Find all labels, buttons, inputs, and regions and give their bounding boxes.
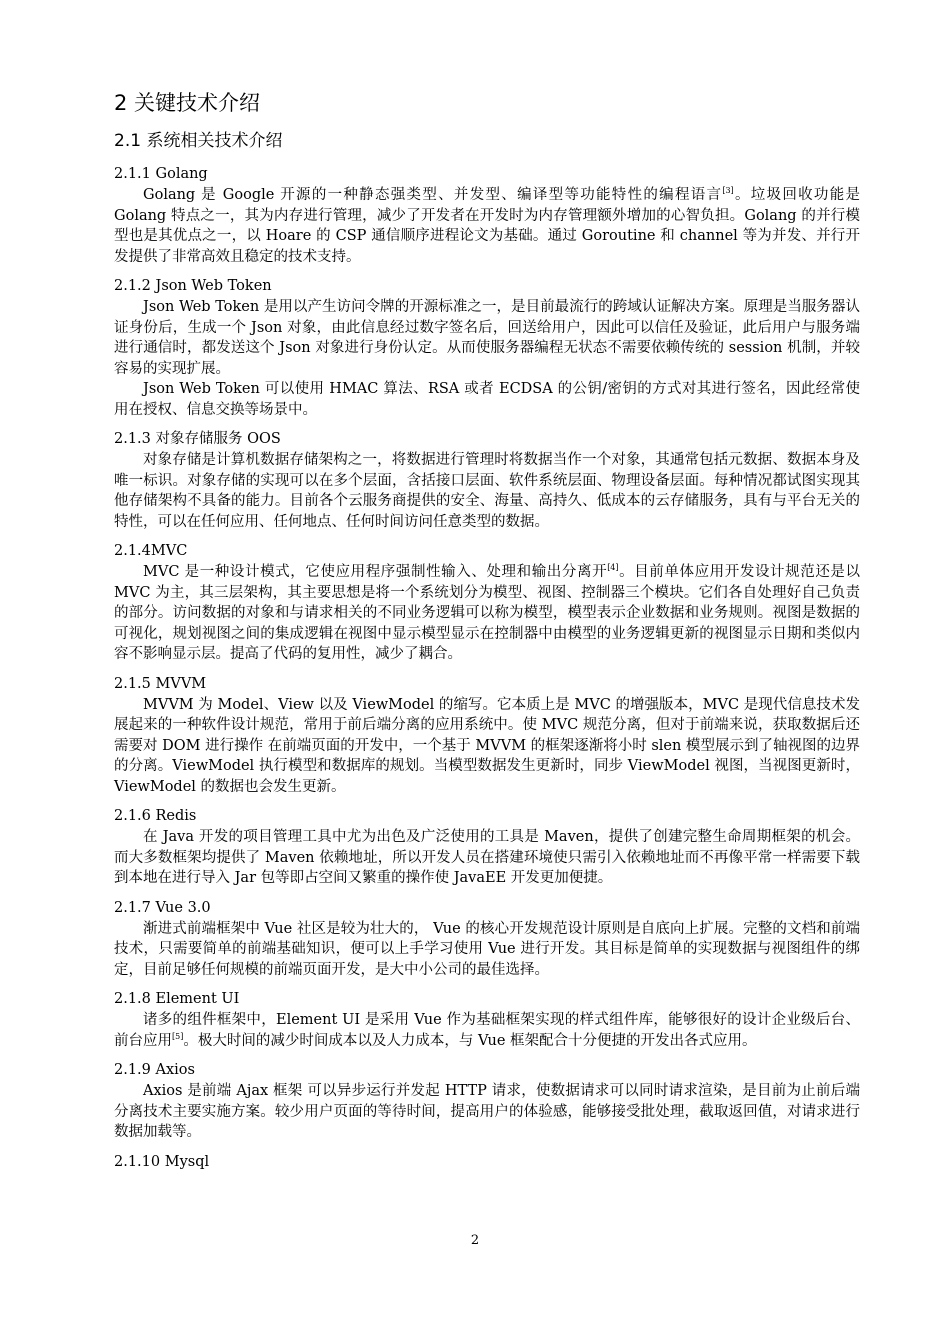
- paragraph-element-ui: [114, 1010, 860, 1051]
- section-title-golang: 2.1.1 Golang: [114, 166, 208, 182]
- section-axios: [114, 1060, 860, 1143]
- section-golang: [114, 164, 860, 267]
- section-mysql: [114, 1152, 860, 1173]
- section-title-vue: 2.1.7 Vue 3.0: [114, 899, 211, 916]
- section-mvc: [114, 541, 860, 665]
- section-title-mvvm: 2.1.5 MVVM: [114, 675, 207, 692]
- section-element-ui: [114, 989, 860, 1051]
- document-page: [114, 88, 860, 1182]
- page-number: 2: [470, 1233, 480, 1248]
- section-title-axios: 2.1.9 Axios: [114, 1062, 195, 1078]
- paragraph-text: 。极大时间的减少时间成本以及人力成本，与 Vue 框架配合十分便捷的开发出各式应用。: [183, 1032, 757, 1049]
- paragraph-mvvm: MVVM 为 Model、View 以及 ViewModel 的缩写。它本质上是 MVC 的增强版本，MVC 是现代信息技术发展起来的一种软件设计规范，常用于前后端分离的应用系统中。使 MVC 规范分离，但对于前端来说，获取数据后还需要对 DOM 进行操作 在前端页面的开发中，一个基于 MVVM 的框架逐渐将小时 slen 模型展示到了轴视图的边界的分离。ViewModel 执行模型和数据库的规划。当模型数据发生更新时，同步 ViewModel 视图，当视图更新时，ViewModel 的数据也会发生更新。: [114, 696, 860, 795]
- section-title-mysql: 2.1.10 Mysql: [114, 1153, 210, 1170]
- paragraph-text: Golang 是 Google 开源的一种静态强类型、并发型、编译型等功能特性的编程语言: [143, 187, 723, 203]
- section-jwt: [114, 276, 860, 420]
- chapter-heading: 2 关键技术介绍: [114, 91, 261, 115]
- section-title-jwt: 2.1.2 Json Web Token: [114, 278, 272, 294]
- section-mvvm: [114, 674, 860, 798]
- section-redis: [114, 806, 860, 889]
- paragraph-text: 。垃圾回收功能是 Golang 特点之一，其为内存进行管理，减少了开发者在开发时为内存管理额外增加的心智负担。Golang 的并行模型也是其优点之一，以 Hoare 的 CSP 通信顺序进程论文为基础。通过 Goroutine 和 channel 等为并发、并行开发提供了非常高效且稳定的技术支持。: [114, 187, 860, 265]
- section-title-oos: 2.1.3 对象存储服务 OOS: [114, 431, 281, 447]
- paragraph-text: 。目前单体应用开发设计规范还是以 MVC 为主，其三层架构，其主要思想是将一个系统划分为模型、视图、控制器三个模块。它们各自处理好自己负责的部分。访问数据的对象和与请求相关的不同业务逻辑可以称为模型，模型表示企业数据和业务规则。视图是数据的可视化，规划视图之间的集成逻辑在视图中显示模型显示在控制器中由模型的业务逻辑更新的视图显示日期和类似内容不影响显示层。提高了代码的复用性，减少了耦合。: [114, 564, 860, 662]
- citation-ref: [4]: [607, 563, 619, 573]
- section-title-redis: 2.1.6 Redis: [114, 808, 197, 824]
- paragraph-redis: 在 Java 开发的项目管理工具中尤为出色及广泛使用的工具是 Maven，提供了创建完整生命周期框架的机会。而大多数框架均提供了 Maven 依赖地址，所以开发人员在搭建环境使只需引入依赖地址而不再像平常一样需要下载到本地在进行导入 Jar 包等即占空间又繁重的操作使 JavaEE 开发更加便捷。: [114, 829, 860, 886]
- citation-ref: [3]: [722, 186, 734, 196]
- paragraph-axios: Axios 是前端 Ajax 框架 可以异步运行并发起 HTTP 请求，使数据请求可以同时请求渲染，是目前为止前后端分离技术主要实施方案。较少用户页面的等待时间，提高用户的体验感，能够接受批处理，截取返回值，对请求进行数据加载等。: [114, 1083, 860, 1140]
- section-oos: [114, 429, 860, 532]
- paragraph-vue: 渐进式前端框架中 Vue 社区是较为壮大的， Vue 的核心开发规范设计原则是自底向上扩展。完整的文档和前端技术，只需要简单的前端基础知识，便可以上手学习使用 Vue 进行开发。其目标是简单的实现数据与视图组件的绑定，目前足够任何规模的前端页面开发，是大中小公司的最佳选择。: [114, 920, 860, 978]
- section-title-mvc: 2.1.4MVC: [114, 543, 188, 559]
- paragraph-oos: 对象存储是计算机数据存储架构之一，将数据进行管理时将数据当作一个对象，其通常包括元数据、数据本身及唯一标识。对象存储的实现可以在多个层面，含括接口层面、软件系统层面、物理设备层面。每种情况都试图实现其他存储架构不具备的能力。目前各个云服务商提供的安全、海量、高持久、低成本的云存储服务，具有与平台无关的特性，可以在任何应用、任何地点、任何时间访问任意类型的数据。: [114, 452, 860, 530]
- paragraph-mvc: [114, 562, 860, 665]
- paragraph-jwt-2: Json Web Token 可以使用 HMAC 算法、RSA 或者 ECDSA 的公钥/密钥的方式对其进行签名，因此经常使用在授权、信息交换等场景中。: [114, 381, 860, 418]
- section-heading: 2.1 系统相关技术介绍: [114, 131, 283, 151]
- section-vue: [114, 898, 860, 981]
- paragraph-text: 诸多的组件框架中，Element UI 是采用 Vue 作为基础框架实现的样式组件库，能够很好的设计企业级后台、前台应用: [114, 1012, 860, 1049]
- section-title-element-ui: 2.1.8 Element UI: [114, 991, 240, 1007]
- paragraph-golang: [114, 185, 860, 267]
- paragraph-jwt-1: Json Web Token 是用以产生访问令牌的开源标准之一，是目前最流行的跨域认证解决方案。原理是当服务器认证身份后，生成一个 Json 对象，由此信息经过数字签名后，回送给用户，因此可以信任及验证，此后用户与服务端进行通信时，都发送这个 Json 对象进行身份认定。从而使服务器编程无状态不需要依赖传统的 session 机制，并较容易的实现扩展。: [114, 299, 860, 377]
- paragraph-text: MVC 是一种设计模式，它使应用程序强制性输入、处理和输出分离开: [143, 564, 608, 580]
- citation-ref: [5]: [172, 1031, 184, 1041]
